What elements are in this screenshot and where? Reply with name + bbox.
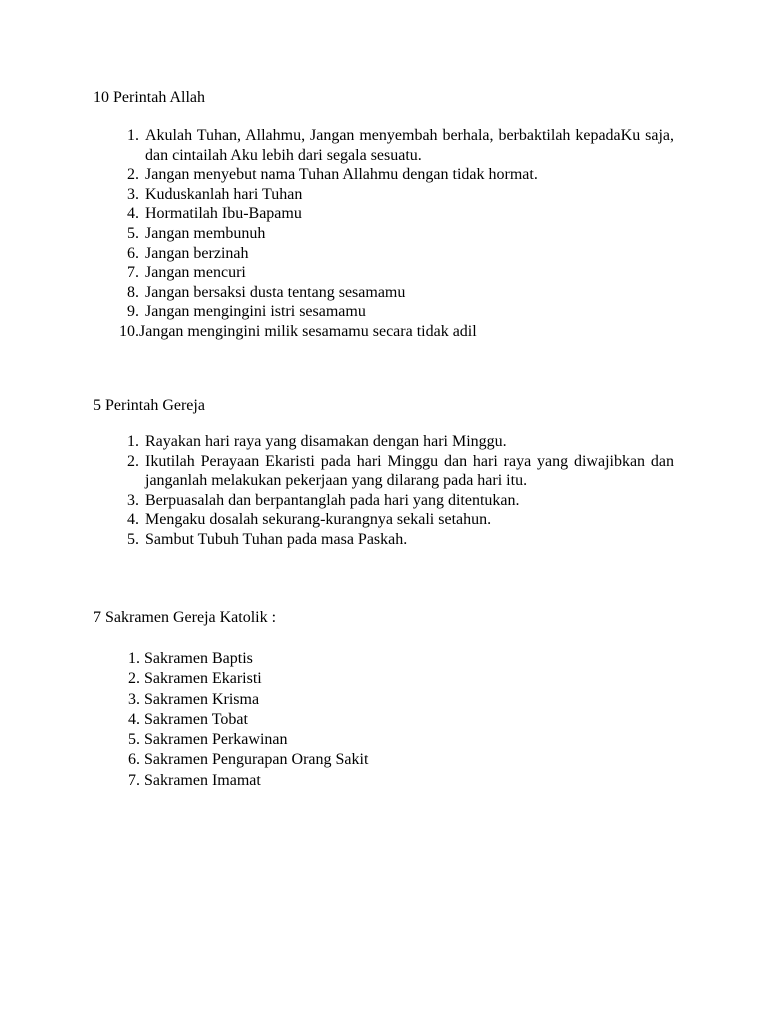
list-item: [93, 322, 674, 342]
list-item-text: Sakramen Tobat: [144, 710, 248, 728]
list-item-number: 4.: [128, 710, 140, 728]
list-item-number: 6.: [127, 244, 139, 262]
list-item: [93, 690, 674, 710]
list-item: [93, 263, 674, 283]
list-item: [93, 185, 674, 205]
list-item-text: Sakramen Perkawinan: [144, 731, 288, 749]
list-item-text: Sakramen Imamat: [144, 771, 261, 789]
list-item-text: Jangan bersaksi dusta tentang sesamamu: [145, 283, 406, 301]
list-item: [93, 669, 674, 689]
list-item: [93, 771, 674, 791]
section-heading-perintah-allah: 10 Perintah Allah: [93, 89, 205, 106]
list-item-number: 6.: [128, 751, 140, 769]
list-item-number: 1.: [128, 650, 140, 667]
list-item: [93, 432, 674, 452]
list-sakramen: [93, 649, 674, 791]
list-item: [93, 126, 674, 165]
list-item-number: 8.: [127, 283, 139, 301]
list-item-number: 5.: [128, 731, 140, 749]
list-item-text: Sakramen Pengurapan Orang Sakit: [144, 751, 369, 769]
list-item: [93, 244, 674, 264]
list-item-text: Sakramen Baptis: [144, 650, 253, 667]
list-item: [93, 452, 674, 491]
list-item-number: 7.: [127, 264, 139, 282]
list-item-number: 5.: [127, 530, 139, 548]
list-item: [93, 204, 674, 224]
list-item-text: Jangan mengingini milik sesamamu secara tidak adil: [139, 322, 477, 340]
list-item: [93, 283, 674, 303]
list-item-number: 3.: [127, 185, 139, 203]
list-item-text: Jangan mencuri: [145, 264, 246, 282]
list-item: [93, 730, 674, 750]
list-item: [93, 710, 674, 730]
list-item-text: Berpuasalah dan berpantanglah pada hari yang ditentukan.: [145, 491, 520, 509]
list-item-text: Sambut Tubuh Tuhan pada masa Paskah.: [145, 530, 408, 548]
list-item-text: Jangan mengingini istri sesamamu: [145, 303, 366, 321]
list-perintah-gereja: [93, 432, 674, 550]
list-item-text: Rayakan hari raya yang disamakan dengan hari Minggu.: [145, 433, 507, 450]
list-item-number: 2.: [127, 166, 139, 184]
list-item-text: Ikutilah Perayaan Ekaristi pada hari Minggu dan hari raya yang diwajibkan dan janganlah melakukan pekerjaan yang dilarang pada hari itu.: [145, 452, 674, 490]
list-item-text: Kuduskanlah hari Tuhan: [145, 185, 303, 203]
list-item: [93, 750, 674, 770]
list-item-text: Jangan berzinah: [145, 244, 249, 262]
list-item-number: 4.: [127, 205, 139, 223]
list-item-text: Mengaku dosalah sekurang-kurangnya sekali setahun.: [145, 511, 492, 529]
list-item-text: Akulah Tuhan, Allahmu, Jangan menyembah berhala, berbaktilah kepadaKu saja, dan cintailah Aku lebih dari segala sesuatu.: [145, 127, 674, 164]
list-item: [93, 649, 674, 669]
list-item-number: 3.: [128, 690, 140, 708]
list-item-number: 9.: [127, 303, 139, 321]
list-item: [93, 491, 674, 511]
list-item: [93, 165, 674, 185]
list-item-text: Sakramen Ekaristi: [144, 670, 262, 688]
list-item-text: Jangan menyebut nama Tuhan Allahmu dengan tidak hormat.: [145, 166, 538, 184]
section-heading-sakramen: 7 Sakramen Gereja Katolik :: [93, 609, 277, 626]
list-item: [93, 510, 674, 530]
list-item-number: 10.: [119, 322, 139, 340]
section-heading-perintah-gereja: 5 Perintah Gereja: [93, 397, 205, 414]
list-item: [93, 302, 674, 322]
list-item-text: Jangan membunuh: [145, 224, 266, 242]
list-item-number: 1.: [127, 433, 139, 450]
list-item: [93, 530, 674, 550]
list-item-text: Hormatilah Ibu-Bapamu: [145, 205, 302, 223]
list-item-number: 4.: [127, 511, 139, 529]
list-item-number: 3.: [127, 491, 139, 509]
list-item-number: 5.: [127, 224, 139, 242]
list-item: [93, 224, 674, 244]
list-perintah-allah: [93, 126, 674, 342]
list-item-number: 1.: [127, 127, 139, 144]
list-item-number: 2.: [128, 670, 140, 688]
list-item-number: 7.: [128, 771, 140, 789]
list-item-number: 2.: [127, 452, 139, 470]
list-item-text: Sakramen Krisma: [144, 690, 260, 708]
